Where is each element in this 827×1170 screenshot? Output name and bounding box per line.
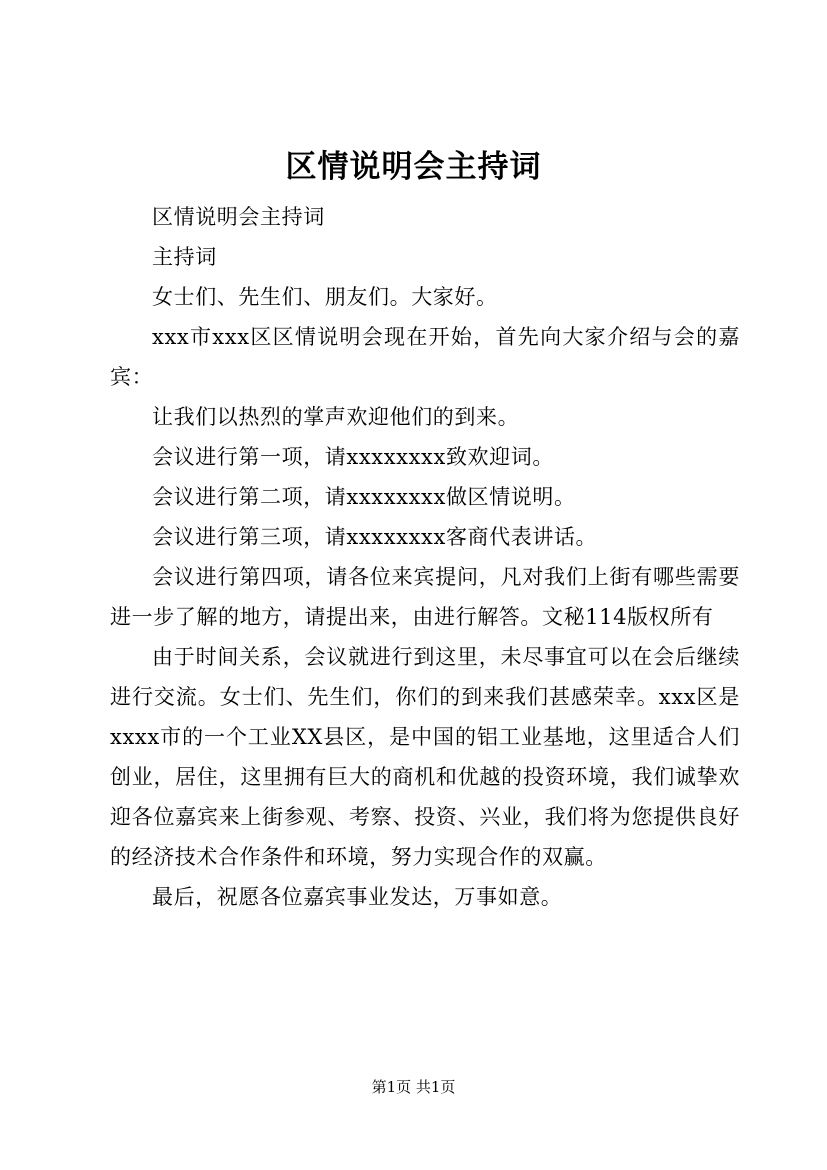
- paragraph-subheading: 主持词: [152, 245, 217, 269]
- paragraph-welcome: 让我们以热烈的掌声欢迎他们的到来。: [152, 405, 520, 429]
- paragraph-greeting: 女士们、先生们、朋友们。大家好。: [152, 285, 498, 309]
- paragraph-item-three: 会议进行第三项，请xxxxxxxx客商代表讲话。: [152, 525, 598, 549]
- paragraph-item-two: 会议进行第二项，请xxxxxxxx做区情说明。: [152, 485, 576, 509]
- paragraph-opening: xxx市xxx区区情说明会现在开始，首先向大家介绍与会的嘉宾：: [110, 325, 740, 389]
- document-body: [110, 197, 740, 917]
- paragraph-closing: 由于时间关系，会议就进行到这里，未尽事宜可以在会后继续进行交流。女士们、先生们，你们的到来我们甚感荣幸。xxx区是xxxx市的一个工业XX县区，是中国的铝工业基地，这里适合人们创业，居住，这里拥有巨大的商机和优越的投资环境，我们诚挚欢迎各位嘉宾来上街参观、考察、投资、兴业，我们将为您提供良好的经济技术合作条件和环境，努力实现合作的双赢。: [110, 645, 740, 869]
- document-title: 区情说明会主持词: [285, 149, 542, 185]
- paragraph-item-four: 会议进行第四项，请各位来宾提问，凡对我们上街有哪些需要进一步了解的地方，请提出来，由进行解答。文秘114版权所有: [110, 565, 740, 629]
- page-footer: 第1页 共1页: [371, 1078, 456, 1096]
- paragraph-heading: 区情说明会主持词: [152, 205, 325, 229]
- paragraph-final: 最后，祝愿各位嘉宾事业发达，万事如意。: [152, 885, 563, 909]
- paragraph-item-one: 会议进行第一项，请xxxxxxxx致欢迎词。: [152, 445, 554, 469]
